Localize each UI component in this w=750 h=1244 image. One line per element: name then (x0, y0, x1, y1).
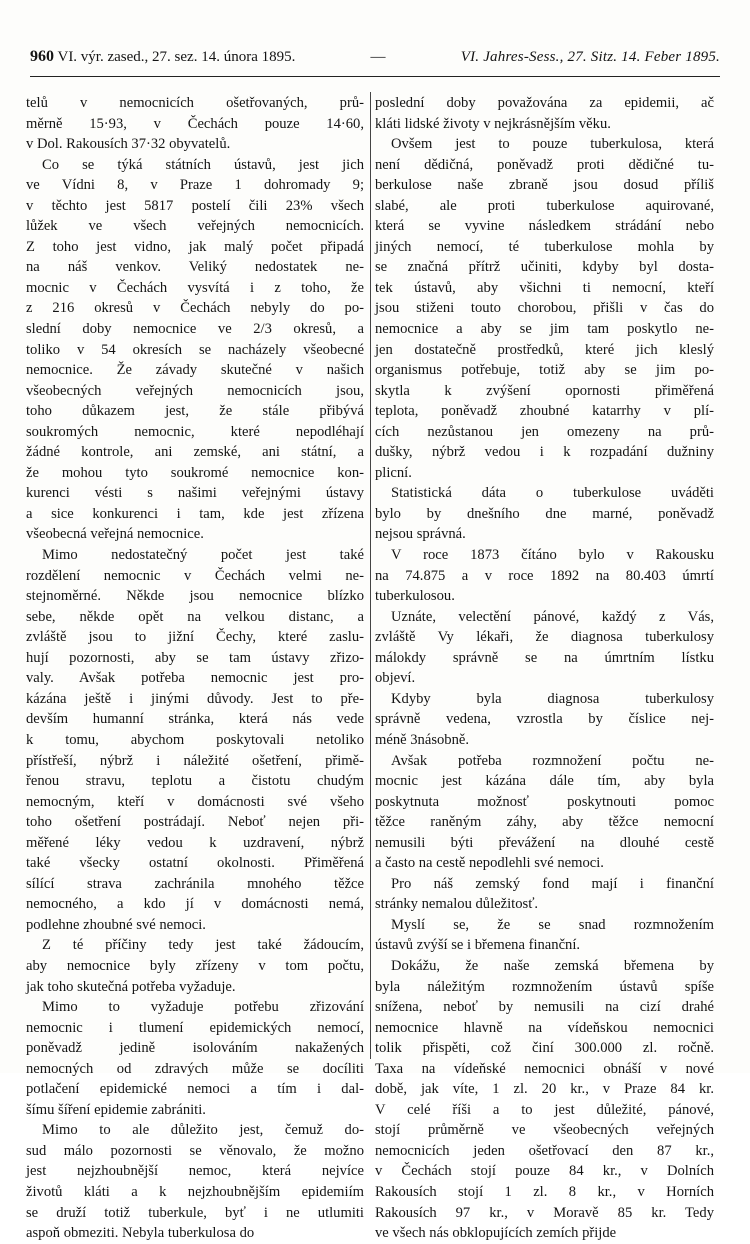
text-line: a často na cestě nepodlehli své nemoci. (375, 855, 604, 872)
header-rule (30, 76, 720, 77)
text-line: těžce raněným záhy, aby těžce nemocní (375, 814, 714, 831)
text-line: šímu šíření epidemie zabrániti. (26, 1101, 206, 1118)
text-line: sílící strava zachránila mnohého těžce (26, 875, 364, 892)
text-line: berkulose naše zbraně jsou dosud příliš (375, 177, 714, 194)
text-line: všeobecná veřejná nemocnice. (26, 526, 204, 543)
text-line: objeví. (375, 670, 416, 687)
text-line: mocnic v Čechách vysvítá i z toho, že (26, 279, 364, 296)
text-line: málokdy správně se na úmrtním lístku (375, 649, 714, 666)
text-line: snížena, neboť by nemusili na cizí drahé (375, 999, 714, 1016)
text-line: tuberkulosou. (375, 588, 455, 605)
text-line: tolik přispěti, což činí 300.000 zl. ročně. (375, 1040, 714, 1057)
text-line: k tomu, abychom poskytovali netoliko (26, 731, 364, 748)
running-header (30, 48, 720, 66)
text-line: bylo by dnešního dne marné, poněvadž (375, 505, 714, 522)
text-line: Avšak potřeba rozmnožení počtu ne- (391, 752, 714, 769)
text-line: měřené léky vedou k uzdravení, nýbrž (26, 834, 364, 851)
text-line: se druží totiž tuberkule, byť i ne utlumiti (26, 1204, 364, 1221)
text-line: nemocnic i tlumení epidemických nemocí, (26, 1019, 364, 1036)
text-line: Mimo to ale důležito jest, čemuž do- (42, 1122, 364, 1139)
text-line: Statistická dáta o tuberkulose uváděti (391, 485, 714, 502)
header-german-session: VI. Jahres-Sess., 27. Sitz. 14. Feber 1895. (460, 49, 720, 65)
text-line: nemocnice hlavně na vídeňskou nemocnici (375, 1019, 714, 1036)
text-line: V roce 1873 čítáno bylo v Rakousku (391, 547, 714, 564)
text-line: a sice konkurenci i tam, kde jest zřízena (26, 505, 364, 522)
text-line: jen dostatečně prostředků, které jich kleslý (375, 341, 714, 358)
text-line: nemocných od zdravých může se docíliti (26, 1060, 364, 1077)
text-line: sud málo pozornosti se věnovalo, že možno (26, 1142, 364, 1159)
text-line: Rakousích 97 kr., v Moravě 85 kr. Tedy (375, 1204, 714, 1221)
text-line: jiných nemocí, té tuberkulose mohla by (375, 238, 714, 255)
text-line: slední doby nemocnice ve 2/3 okresů, a (26, 321, 364, 338)
text-line: Mimo nedostatečný počet jest také (42, 547, 364, 564)
text-line: Rakousích stojí 1 zl. 8 kr., v Horních (375, 1183, 714, 1200)
text-line: kázána ještě i jinými důvody. Jest to pře- (26, 690, 364, 707)
text-line: nemocného, a kdo jí v domácnosti nemá, (26, 896, 364, 913)
text-line: méně 3násobně. (375, 731, 470, 748)
text-line: Mimo to vyžaduje potřebu zřizování (42, 999, 364, 1016)
header-czech-session: VI. výr. zased., 27. sez. 14. února 1895. (57, 49, 296, 65)
text-line: nemocným, kteří v domácnosti své všeho (26, 793, 364, 810)
text-line: se značná přítrž učiniti, kdyby byl dosta- (375, 259, 714, 276)
text-line: na 74.875 a v roce 1892 na 80.403 úmrtí (375, 567, 714, 584)
text-line: organismus potřebuje, totiž aby se jim po- (375, 362, 714, 379)
text-line: ve Vídni 8, v Praze 1 dohromady 9; (26, 177, 364, 194)
text-line: Ovšem jest to pouze tuberkulosa, která (391, 136, 714, 153)
text-line: poněvadž jedině isolováním nakažených (26, 1040, 364, 1057)
text-line: měrně 15·93, v Čechách pouze 14·60, (26, 115, 364, 132)
text-line: jest nejzhoubnější nemoc, která nejvíce (26, 1163, 364, 1180)
text-line: jak toho skutečná potřeba vyžaduje. (26, 978, 236, 995)
text-line: devším humanní stránka, která nás vede (26, 711, 364, 728)
text-line: jsou stiženi touto chorobou, přišli v čas do (375, 300, 714, 317)
text-line: že mohou tyto soukromé nemocnice kon- (26, 464, 364, 481)
text-line: toho důkazem jest, že stále přibývá (26, 403, 364, 420)
text-line: řenou stravu, teplotu a čistotu chudým (26, 773, 364, 790)
text-line: skytla k zvýšení opornosti přiměřená (375, 382, 714, 399)
text-line: také všecky ostatní okolnosti. Přiměřená (26, 855, 364, 872)
text-line: na náš venkov. Veliký nedostatek ne- (26, 259, 364, 276)
text-line: Pro náš zemský fond mají i finanční (391, 875, 714, 892)
text-line: lůžek ve všech veřejných nemocnicích. (26, 218, 364, 235)
header-separator: — (370, 49, 386, 65)
column-divider (370, 92, 371, 1059)
text-line: žádné kontrole, ani zemské, ani státní, a (26, 444, 364, 461)
text-line: době, jak víte, 1 zl. 20 kr., v Praze 84 kr. (375, 1081, 714, 1098)
text-line: dušky, nýbrž vedou i k rozpadání dužniny (375, 444, 714, 461)
text-line: z 216 okresů v Čechách nebyly do po- (26, 300, 364, 317)
text-line: slabé, ale proti tuberkulose aquirované, (375, 197, 714, 214)
text-line: Z toho jest vidno, jak malý počet připadá (26, 238, 364, 255)
text-line: všeobecných veřejných nemocnicích jsou, (26, 382, 364, 399)
text-line: Dokážu, že naše zemská břemena by (391, 957, 714, 974)
text-line: ve všech nás obklopujících zemích přijde (375, 1225, 617, 1242)
text-line: poslední doby považována za epidemii, ač (375, 95, 714, 111)
text-line: stránky nemalou důležitosť. (375, 896, 539, 913)
text-line: správně vedena, vzrostla by číslice nej- (375, 711, 714, 728)
text-line: v Dol. Rakousích 37·32 obyvatelů. (26, 136, 231, 153)
text-line: V celé říši a to jest důležité, pánové, (375, 1101, 714, 1118)
text-line: životů kláti a k nejzhoubnějším epidemiím (26, 1183, 364, 1200)
text-line: sebe, někde opět na velkou distanc, a (26, 608, 364, 625)
text-line: mocnic jest kázána dále tím, aby byla (375, 773, 714, 790)
text-line: valy. Avšak potřeba nemocnic jest pro- (26, 670, 364, 687)
text-line: podlehne zhoubné své nemoci. (26, 916, 206, 933)
text-line: nemusili býti převážení na dlouhé cestě (375, 834, 714, 851)
text-line: kurenci vésti s našimi veřejnými ústavy (26, 485, 364, 502)
text-line: nemocnice. Že závady skutečné v našich (26, 362, 364, 379)
text-line: nemocnicích jeden ošetřovací den 87 kr., (375, 1142, 714, 1159)
text-line: zvláště Vy lékaři, že diagnosa tuberkulosy (375, 629, 714, 646)
text-line: toliko v 54 okresích se nacházely všeobecné (26, 341, 364, 358)
text-line: Taxa na vídeňské nemocnici obnáší v nové (375, 1060, 714, 1077)
text-line: Myslí se, že se snad rozmnožením (391, 916, 714, 933)
text-line: cích nezůstanou jen omezeny na prů- (375, 423, 714, 440)
text-line: poskytnuta možnosť poskytnouti pomoc (375, 793, 714, 810)
page-number: 960 (30, 48, 54, 65)
text-line: toho ošetření postrádají. Neboť nejen při- (26, 814, 364, 831)
text-line: kláti lidské životy v nejkrásnějším věku. (375, 115, 611, 132)
text-line: zvláště jsou to jižní Čechy, které zaslu- (26, 629, 364, 646)
text-line: soukromých nemocnic, které nepodléhají (26, 423, 364, 440)
text-line: není dědičná, poněvadž proti dědičné tu- (375, 156, 714, 173)
text-line: nejsou správná. (375, 526, 466, 543)
text-line: Z té příčiny tedy jest také žádoucím, (42, 937, 364, 954)
text-line: teplota, poněvadž zhoubné katarrhy v plí- (375, 403, 714, 420)
text-line: byla náležitým rozmnožením ústavů spíše (375, 978, 714, 995)
text-line: Uznáte, velectění pánové, každý z Vás, (391, 608, 714, 625)
text-line: nemocnice a aby se jim tam poskytlo ne- (375, 321, 714, 338)
text-line: stojí průměrně ve všeobecných veřejných (375, 1122, 714, 1139)
text-line: ústavů zvýší se i břemena finanční. (375, 937, 581, 954)
left-column (26, 93, 364, 1244)
text-line: v Čechách stojí pouze 84 kr., v Dolních (375, 1163, 714, 1180)
header-left (30, 48, 295, 66)
text-line: plicní. (375, 464, 412, 481)
text-line: rozdělení nemocnic v Čechách velmi ne- (26, 567, 364, 584)
text-line: která se vyvine následkem strádání nebo (375, 218, 714, 235)
text-line: aspoň obmeziti. Nebyla tuberkulosa do (26, 1225, 255, 1242)
text-line: telů v nemocnicích ošetřovaných, prů- (26, 95, 364, 111)
text-line: tek ústavů, aby všichni ti nemocní, kteří (375, 279, 714, 296)
text-line: v těchto jest 5817 postelí čili 23% všech (26, 197, 364, 214)
text-line: Co se týká státních ústavů, jest jich (42, 156, 364, 173)
text-line: potlačení epidemické nemoci a tím i dal- (26, 1081, 364, 1098)
text-line: hují pozornosti, aby se tam ústavy zřizo- (26, 649, 364, 666)
right-column (375, 93, 714, 1244)
text-line: přístřeší, nýbrž i náležité ošetření, přimě- (26, 752, 364, 769)
text-line: stejnoměrné. Někde jsou nemocnice blízko (26, 588, 364, 605)
text-line: aby nemocnice byly zřízeny v tom počtu, (26, 957, 364, 974)
text-line: Kdyby byla diagnosa tuberkulosy (391, 690, 714, 707)
